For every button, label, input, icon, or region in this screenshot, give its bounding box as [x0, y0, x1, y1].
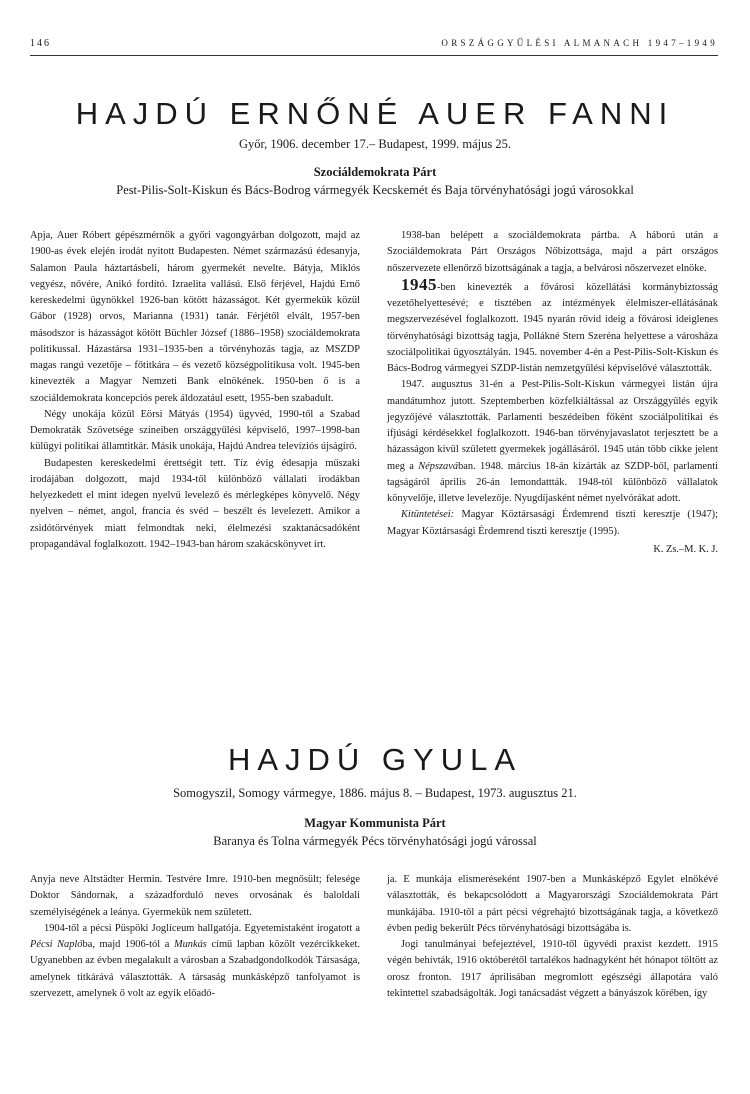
entry1-right-column [387, 228, 718, 558]
entry1-left-p1: Apja, Auer Róbert gépészmérnök a győri vagongyárban dolgozott, majd az 1900-as évek elején irodát nyitott Budapesten. Német származású édesanyja, Salamon Paula háztartásbeli, három gyermekét nevelte. Bátyja, Miklós vegyész, nővére, Anikó fordító. Izraelita vallású. Első férjével, Hajdú Ernő kereskedelmi ügynökkel 1926-ban kötött házasságot. Két gyermekük közül Gábor (1928) orvos, Marianna (1931) tanár. Férjétől elvált, 1957-ben másodszor is házasságot kötött Büchler József (1886–1958) szociáldemokrata politikussal. Házastársa 1931–1935-ben a törvényhozás tagja, az MSZDP magas rangú vezetője – főtitkára – és vezető községpolitikusa volt. 1945-ben kinevezték a Magyar Nemzeti Bank elnökének. 1950-ben ő is a szociáldemokrata koncepciós perek áldozatául esett, 1955-ben szabadult. [30, 230, 360, 404]
nepszava-title: Népszavá [418, 460, 459, 472]
entry2-right-p1: ja. E munkája elismeréseként 1907-ben a Munkásképző Egylet elnökévé választották, és bekapcsolódott a Magyarországi Szociáldemokrata Párt munkájába. 1910-től a párt pécsi végrehajtó bizottságának tagja, a következő évben pedig bekerült Pécs törvényhatósági bizottságába is. [387, 874, 718, 934]
entry1-left-p3: Budapesten kereskedelmi érettségit tett. Tíz évig édesapja műszaki irodájában dolgozott, majd 1934-től különböző vállalati irodákban helyezkedett el mint idegen nyelvű levelező és mérlegképes könyvelő. Négy nyelven – német, angol, francia és svéd – beszélt és levelezett. Amikor a zsidótörvények miatt felmondtak neki, élelmezési szaktanácsadóként propagandával foglalkozott. 1942–1943-ban három szakácskönyvet írt. [30, 457, 360, 550]
running-title: ORSZÁGGYŰLÉSI ALMANACH 1947–1949 [441, 38, 718, 48]
entry1-district: Pest-Pilis-Solt-Kiskun és Bács-Bodrog vármegyék Kecskemét és Baja törvényhatósági jogú városokkal [116, 183, 634, 197]
year-1945: 1945 [401, 274, 437, 294]
entry2-left-column [30, 872, 360, 1002]
entry2-right-column [387, 872, 718, 1002]
munkas-title: Munkás [173, 939, 207, 950]
entry2-life-dates: Somogyszil, Somogy vármegye, 1886. május 8. – Budapest, 1973. augusztus 21. [173, 786, 577, 800]
entry1-right-p1: 1938-ban belépett a szociáldemokrata pártba. A háború után a Szociáldemokrata Párt Országos Nőbizottsága, majd a párt országos nőszervezete ellenőrző bizottságának a tagja, a belvárosi nőszervezet elnöke. [387, 230, 718, 274]
entry1-right-p3 [387, 377, 718, 507]
entry1-right-p3b: ban. 1948. március 18-án kizárták az SZDP-ből, parlamenti tagságáról április 26-án lemondattták. 1948-tól különböző vállalatok könyvelője, illetve levelezője. Nyugdíjasként német nyelvórákat adott. [387, 460, 718, 504]
entry1-left-p2: Négy unokája közül Eörsi Mátyás (1954) ügyvéd, 1990-től a Szabad Demokraták Szövetsége színeiben országgyűlési képviselő, 1997–1998-ban külügyi politikai államtitkár. Másik unokája, Hajdú Andrea televíziós újságíró. [30, 408, 360, 453]
entry2-left-p1: Anyja neve Altstädter Hermin. Testvére Imre. 1910-ben megnősült; felesége Doktor Sándornak, a századforduló neves orvosának és baloldali személyiségének a leánya. Gyermekük nem született. [30, 874, 360, 918]
entry1-right-p2 [387, 274, 718, 378]
entry2-left-p2c: című lapban közölt vezércikkeket. Ugyanebben az évben megalakult a városban a Szabadgondolkodók Társasága, amelynek titkárává választották. A társaság munkásképző tanfolyamot is szervezett, amelynek ő volt az egyik előadó- [30, 939, 360, 999]
entry2-name: HAJDÚ GYULA [227, 742, 523, 777]
entry1-left-column [30, 228, 360, 553]
entry1-signature: K. Zs.–M. K. J. [653, 543, 718, 555]
entry2-right-p2: Jogi tanulmányai befejeztével, 1910-től ügyvédi praxist kezdett. 1915 végén behívták, 1916 októberétől tartalékos hadnagyként hét hónapot töltött az orosz fronton. 1917 áprilisában megromlott egészségi állapotára való tekintettel szabadságolták. Jogi tanácsadást végzett a bányászok körében, így [387, 939, 718, 999]
entry1-life-dates: Győr, 1906. december 17.– Budapest, 1999. május 25. [238, 137, 512, 151]
running-head [30, 38, 718, 54]
awards-label: Kitüntetései: [401, 509, 455, 521]
awards-text: Magyar Köztársasági Érdemrend tiszti keresztje (1947); Magyar Köztársasági Érdemrend tiszti keresztje (1995). [387, 509, 718, 537]
entry1-right-p4 [387, 507, 718, 540]
entry1-right-p3a: 1947. augusztus 31-én a Pest-Pilis-Solt-Kiskun vármegyei listán újra mandátumhoz jutott. Szeptemberben közfelkiáltással az Országgyűlés egyik jegyzőjévé választották. Parlamenti beszédeiben főként szociálpolitikai és ifjúsági kérdésekkel foglalkozott. 1946-ban törvényjavaslatot terjesztett be a házasságon kívül született gyermekek jogállásáról. 1945 után több cikke jelent meg a [387, 379, 718, 472]
header-rule [30, 55, 718, 56]
entry2-party: Magyar Kommunista Párt [304, 816, 446, 830]
entry1-name: HAJDÚ ERNŐNÉ AUER FANNI [75, 96, 675, 131]
entry2-left-p2a: 1904-től a pécsi Püspöki Joglíceum hallgatója. Egyetemistaként irogatott a [44, 922, 360, 934]
entry2-left-p2 [30, 921, 360, 1002]
entry2-district: Baranya és Tolna vármegyék Pécs törvényhatósági jogú várossal [213, 834, 537, 848]
entry1-right-p2-text: -ben kinevezték a fővárosi közellátási kormánybiztosság vezetőhelyettesévé; e tisztében az intézmények élelmiszer-ellátásának megszervezésével foglalkozott. 1945 nyarán rövid ideig a fővárosi ideiglenes törvényhatósági bizottság tagja, Pollákné Stern Szeréna helyettese a városháza szociálpolitikai ügyosztályán. 1945. november 4-én a Pest-Pilis-Solt-Kiskun és Bács-Bodrog vármegyei SZDP-listán nemzetgyűlési képviselővé választották. [387, 281, 718, 374]
entry1-party: Szociáldemokrata Párt [313, 165, 437, 179]
pecsi-naplo-title: Pécsi Napló [30, 939, 83, 950]
page-number: 146 [30, 38, 51, 49]
entry2-left-p2b: ba, majd 1906-tól a [82, 939, 174, 950]
